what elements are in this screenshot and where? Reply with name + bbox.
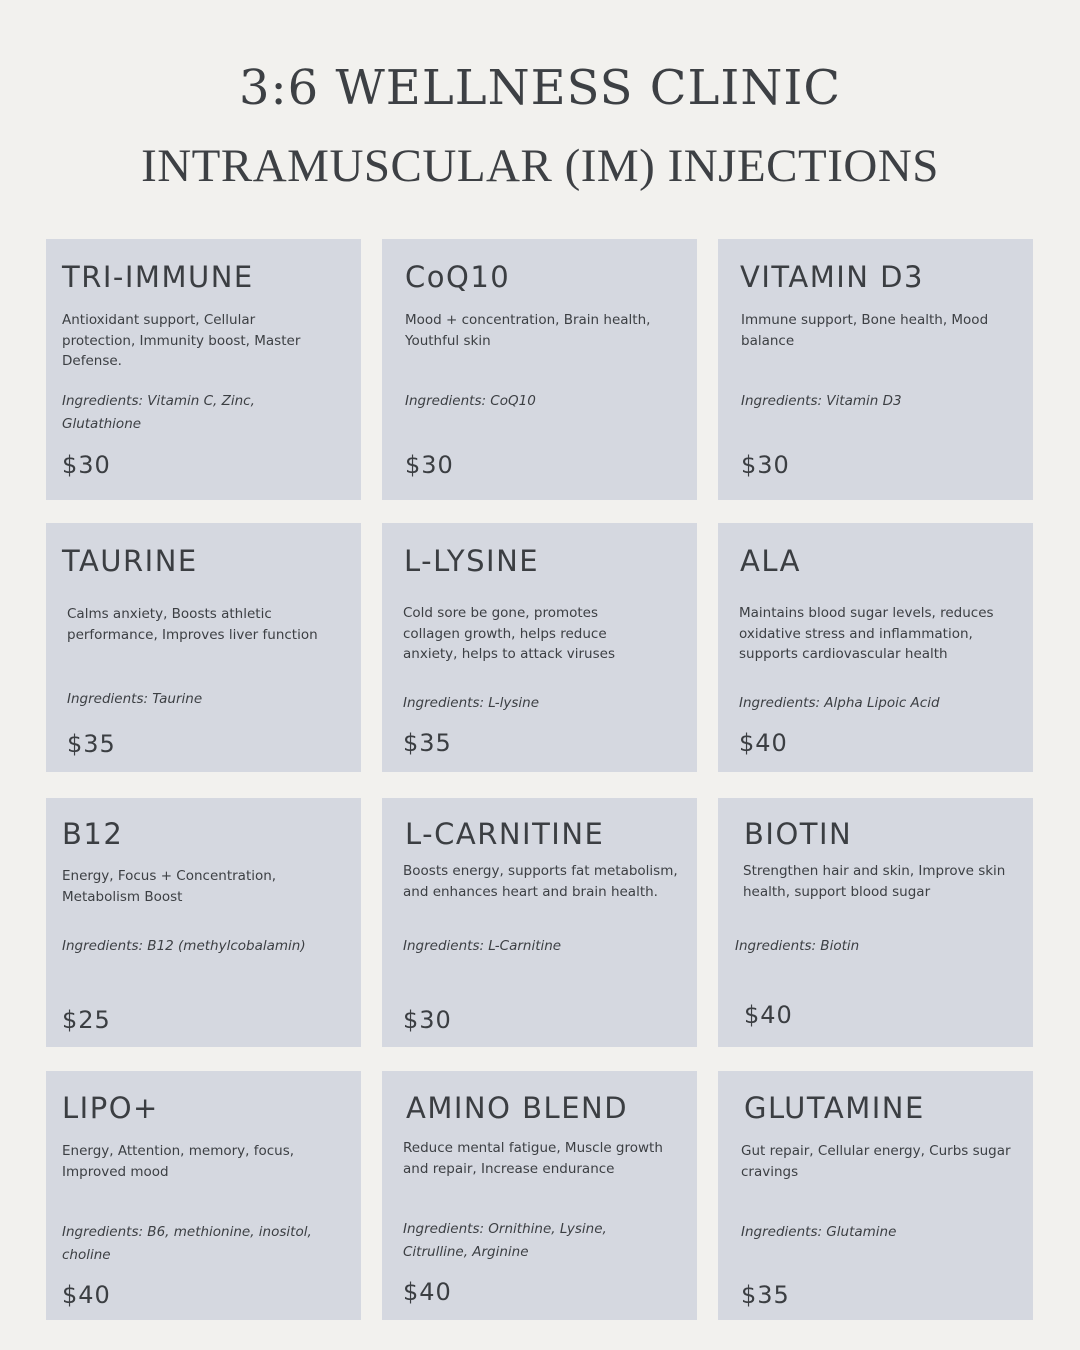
card-price: $30 [62,451,111,479]
card-price: $35 [67,730,116,758]
card-ingredients: Ingredients: Alpha Lipoic Acid [739,695,940,711]
card-ingredients: Ingredients: L-lysine [403,695,540,711]
card-price: $40 [403,1278,452,1306]
card-description: Strengthen hair and skin, Improve skin health, support blood sugar [743,863,1006,900]
injection-card-biotin [718,798,1033,1047]
card-price: $30 [405,451,454,479]
card-title: ALA [740,544,801,578]
card-ingredients: Ingredients: Ornithine, Lysine, Citrulline, Arginine [403,1221,607,1260]
card-description: Energy, Attention, memory, focus, Improved mood [62,1143,295,1180]
card-price: $40 [62,1281,111,1309]
card-description: Reduce mental fatigue, Muscle growth and repair, Increase endurance [403,1140,663,1177]
card-title: BIOTIN [744,817,853,851]
card-description: Antioxidant support, Cellular protection, Immunity boost, Master Defense. [62,312,301,369]
card-price: $25 [62,1006,111,1034]
card-description: Calms anxiety, Boosts athletic performance, Improves liver function [67,606,318,643]
card-title: TAURINE [62,544,198,578]
card-ingredients: Ingredients: Taurine [67,691,203,707]
injection-card-amino-blend [382,1071,697,1320]
injection-card-coq10 [382,239,697,500]
card-ingredients: Ingredients: Biotin [735,938,860,954]
card-price: $40 [744,1001,793,1029]
injection-card-taurine [46,523,361,772]
card-title: AMINO BLEND [406,1091,629,1125]
card-ingredients: Ingredients: CoQ10 [405,393,536,409]
card-title: GLUTAMINE [744,1091,925,1125]
card-description: Gut repair, Cellular energy, Curbs sugar cravings [741,1143,1011,1180]
card-description: Energy, Focus + Concentration, Metabolism Boost [62,868,277,905]
injection-card-b12 [46,798,361,1047]
card-description: Cold sore be gone, promotes collagen growth, helps reduce anxiety, helps to attack viruses [403,605,615,662]
injection-card-lipo-plus [46,1071,361,1320]
page-subtitle: INTRAMUSCULAR (IM) INJECTIONS [141,140,939,192]
card-ingredients: Ingredients: Vitamin C, Zinc, Glutathione [62,393,255,432]
card-price: $30 [403,1006,452,1034]
injection-card-ala [718,523,1033,772]
card-title: B12 [62,817,124,851]
card-description: Maintains blood sugar levels, reduces oxidative stress and inflammation, supports cardiovascular health [739,605,994,662]
card-description: Boosts energy, supports fat metabolism, and enhances heart and brain health. [403,863,678,900]
card-title: L-CARNITINE [405,817,605,851]
card-ingredients: Ingredients: Glutamine [741,1224,897,1240]
injection-card-glutamine [718,1071,1033,1320]
card-price: $35 [403,729,452,757]
card-title: L-LYSINE [404,544,540,578]
injection-card-vitamin-d3 [718,239,1033,500]
card-ingredients: Ingredients: Vitamin D3 [741,393,902,409]
card-ingredients: Ingredients: B12 (methylcobalamin) [62,938,306,954]
card-ingredients: Ingredients: L-Carnitine [403,938,562,954]
card-title: VITAMIN D3 [740,260,924,294]
card-price: $35 [741,1281,790,1309]
card-description: Immune support, Bone health, Mood balance [741,312,989,349]
card-price: $40 [739,729,788,757]
injection-card-l-lysine [382,523,697,772]
card-description: Mood + concentration, Brain health, Youthful skin [405,312,651,349]
card-title: CoQ10 [405,260,511,294]
injection-card-tri-immune [46,239,361,500]
card-title: LIPO+ [62,1091,159,1125]
card-title: TRI-IMMUNE [62,260,254,294]
card-ingredients: Ingredients: B6, methionine, inositol, choline [62,1224,312,1263]
injection-card-l-carnitine [382,798,697,1047]
card-price: $30 [741,451,790,479]
clinic-name: 3:6 WELLNESS CLINIC [238,60,842,116]
